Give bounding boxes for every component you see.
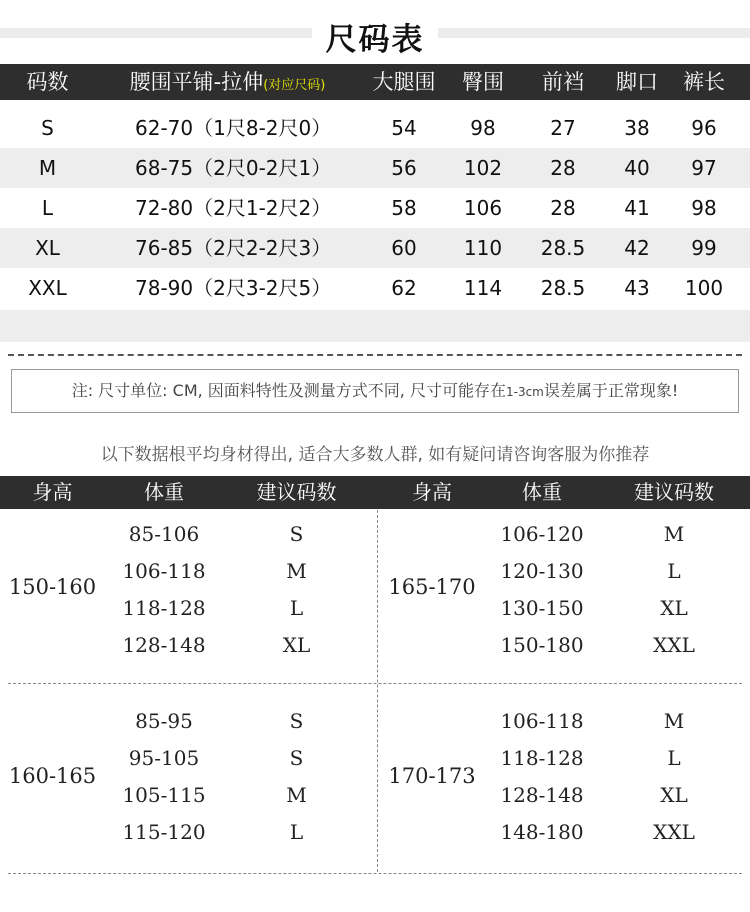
measurement-note bbox=[11, 369, 739, 413]
cell-size: S bbox=[41, 116, 54, 140]
cell-hem: 42 bbox=[624, 236, 650, 260]
size-table-header bbox=[0, 64, 750, 100]
weight-range: 85-95 bbox=[135, 709, 193, 733]
cell-rise: 28.5 bbox=[540, 276, 586, 300]
title-row bbox=[0, 0, 750, 64]
suggested-size: S bbox=[289, 709, 304, 733]
suggested-size: XXL bbox=[653, 820, 695, 844]
height-range: 170-173 bbox=[388, 764, 476, 788]
suggested-size: M bbox=[286, 783, 307, 807]
cell-rise: 27 bbox=[550, 116, 576, 140]
cell-hip: 110 bbox=[463, 236, 503, 260]
section-divider bbox=[8, 354, 742, 356]
suggested-size: XL bbox=[660, 596, 688, 620]
cell-size: M bbox=[38, 156, 57, 180]
weight-range: 118-128 bbox=[500, 746, 584, 770]
suggested-size: S bbox=[289, 522, 304, 546]
cell-thigh: 62 bbox=[391, 276, 417, 300]
suggested-size: XL bbox=[282, 633, 311, 657]
height-range: 160-165 bbox=[8, 764, 97, 788]
suggested-size: L bbox=[289, 820, 304, 844]
size-row bbox=[0, 148, 750, 188]
suggested-size: S bbox=[289, 746, 304, 770]
weight-range: 130-150 bbox=[500, 596, 584, 620]
cell-hip: 98 bbox=[470, 116, 496, 140]
cell-length: 100 bbox=[684, 276, 724, 300]
cell-waist: 68-75（2尺0-2尺1） bbox=[135, 156, 332, 180]
weight-range: 128-148 bbox=[122, 633, 206, 657]
header-thigh: 大腿围 bbox=[372, 70, 436, 94]
weight-range: 118-128 bbox=[122, 596, 206, 620]
weight-range: 85-106 bbox=[128, 522, 200, 546]
cell-waist: 62-70（1尺8-2尺0） bbox=[135, 116, 332, 140]
cell-size: XL bbox=[35, 236, 60, 260]
header-size: 码数 bbox=[26, 70, 69, 94]
cell-thigh: 54 bbox=[391, 116, 417, 140]
suggested-size: L bbox=[667, 559, 681, 583]
weight-range: 120-130 bbox=[500, 559, 584, 583]
header-height-right: 身高 bbox=[412, 480, 452, 504]
cell-length: 99 bbox=[691, 236, 717, 260]
cell-thigh: 56 bbox=[391, 156, 417, 180]
cell-waist: 76-85（2尺2-2尺3） bbox=[135, 236, 332, 260]
cell-length: 96 bbox=[691, 116, 717, 140]
header-hip: 臀围 bbox=[462, 70, 504, 94]
cell-hem: 43 bbox=[624, 276, 650, 300]
header-height-left: 身高 bbox=[32, 480, 73, 504]
header-rise: 前裆 bbox=[542, 70, 584, 94]
cell-hem: 41 bbox=[624, 196, 650, 220]
height-range: 150-160 bbox=[8, 575, 97, 599]
cell-hem: 38 bbox=[624, 116, 650, 140]
height-range: 165-170 bbox=[388, 575, 476, 599]
size-table-footer-band bbox=[0, 310, 750, 342]
weight-range: 150-180 bbox=[500, 633, 584, 657]
cell-rise: 28.5 bbox=[540, 236, 586, 260]
title-decor-right bbox=[438, 28, 750, 38]
size-row bbox=[0, 228, 750, 268]
header-suggest-left: 建议码数 bbox=[256, 480, 337, 504]
cell-size: L bbox=[41, 196, 54, 220]
cell-thigh: 60 bbox=[391, 236, 417, 260]
page-title: 尺码表 bbox=[325, 22, 425, 58]
cell-length: 97 bbox=[691, 156, 717, 180]
suggested-size: M bbox=[286, 559, 307, 583]
header-waist-note: (对应尺码) bbox=[263, 78, 326, 93]
cell-size: XXL bbox=[28, 276, 67, 300]
cell-thigh: 58 bbox=[391, 196, 417, 220]
weight-range: 115-120 bbox=[122, 820, 206, 844]
cell-waist: 72-80（2尺1-2尺2） bbox=[135, 196, 332, 220]
suggested-size: M bbox=[663, 709, 685, 733]
suggested-size: L bbox=[667, 746, 681, 770]
recommend-table-header bbox=[0, 476, 750, 509]
weight-range: 148-180 bbox=[500, 820, 584, 844]
weight-range: 106-118 bbox=[122, 559, 206, 583]
cell-rise: 28 bbox=[550, 156, 576, 180]
cell-hip: 114 bbox=[463, 276, 503, 300]
size-row bbox=[0, 188, 750, 228]
weight-range: 106-118 bbox=[500, 709, 584, 733]
header-waist-label: 腰围平铺-拉伸 bbox=[129, 70, 264, 94]
suggested-size: XL bbox=[660, 783, 688, 807]
note-text-before: 注: 尺寸单位: CM, 因面料特性及测量方式不同, 尺寸可能存在 bbox=[71, 381, 506, 400]
header-weight-right: 体重 bbox=[522, 480, 562, 504]
note-text-after: 误差属于正常现象! bbox=[543, 381, 679, 400]
cell-hem: 40 bbox=[624, 156, 650, 180]
suggested-size: L bbox=[289, 596, 304, 620]
suggested-size: XXL bbox=[653, 633, 695, 657]
suggested-size: M bbox=[663, 522, 685, 546]
header-length: 裤长 bbox=[683, 70, 725, 94]
block-divider bbox=[8, 683, 742, 684]
bottom-divider bbox=[8, 873, 742, 874]
cell-waist: 78-90（2尺3-2尺5） bbox=[135, 276, 332, 300]
size-row bbox=[0, 108, 750, 148]
title-decor-left bbox=[0, 28, 312, 38]
note-range: 1-3cm bbox=[505, 385, 544, 399]
cell-rise: 28 bbox=[550, 196, 576, 220]
weight-range: 105-115 bbox=[122, 783, 206, 807]
size-row bbox=[0, 268, 750, 308]
cell-length: 98 bbox=[691, 196, 717, 220]
weight-range: 95-105 bbox=[128, 746, 200, 770]
weight-range: 128-148 bbox=[500, 783, 584, 807]
recommend-intro: 以下数据根平均身材得出, 适合大多数人群, 如有疑问请咨询客服为你推荐 bbox=[100, 445, 650, 465]
weight-range: 106-120 bbox=[500, 522, 584, 546]
column-divider bbox=[377, 510, 378, 872]
cell-hip: 102 bbox=[463, 156, 503, 180]
header-suggest-right: 建议码数 bbox=[634, 480, 714, 504]
header-hem: 脚口 bbox=[616, 70, 658, 94]
header-waist bbox=[95, 64, 360, 100]
cell-hip: 106 bbox=[463, 196, 503, 220]
header-weight-left: 体重 bbox=[144, 480, 184, 504]
